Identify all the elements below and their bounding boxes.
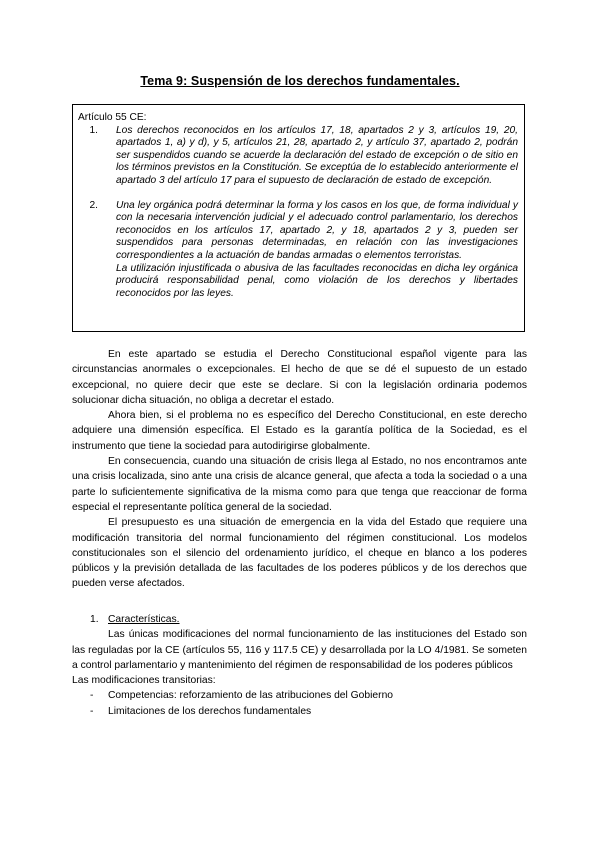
article-item-body [116, 200, 518, 301]
intro-body [72, 347, 527, 592]
bullet-marker: - [90, 690, 94, 702]
page-title: Tema 9: Suspensión de los derechos fundamentales. [140, 74, 460, 88]
section-paragraph: Las únicas modificaciones del normal funcionamiento de las instituciones del Estado son las reguladas por la CE (artículos 55, 116 y 117.5 CE) y desarrollada por la LO 4/1981. Se someten a control parlamentario y mantenimiento del régimen de responsabilidad de los poderes públicos [72, 629, 527, 671]
list-item-text: Competencias: reforzamiento de las atribuciones del Gobierno [108, 690, 394, 702]
section-number: 1. [90, 614, 99, 625]
section-bullet-list [72, 688, 527, 719]
article-item-number: 1. [89, 124, 98, 136]
article-item-text: Una ley orgánica podrá determinar la forma y los casos en los que, de forma individual y con la necesaria intervención judicial y el adecuado control parlamentario, los derechos reconocidos en los artículos 17, apartado 2, y 18, apartados 2 y 3, pueden ser suspendidos para personas determinadas, en relación con las investigaciones correspondientes a la actuación de bandas armadas o elementos terroristas. [116, 199, 518, 261]
article-item [78, 200, 518, 301]
section-label: Características. [108, 614, 180, 625]
list-item-text: Limitaciones de los derechos fundamentales [108, 705, 312, 717]
article-item-text: Los derechos reconocidos en los artículos 17, 18, apartados 2 y 3, artículos 19, 20, apartados 1, a) y d), y 5, artículos 21, 28, apartado 2, y artículo 37, apartado 2, podrán ser suspendidos cuando se acuerde la declaración del estado de excepción o de sitio en los términos previstos en la Constitución. Se exceptúa de lo establecido anteriormente el apartado 3 del artículo 17 para el supuesto de declaración de estado de excepción. [116, 124, 518, 186]
article-item [78, 125, 518, 188]
bullet-marker: - [90, 705, 94, 717]
section-heading [72, 612, 527, 627]
article-item-extra: La utilización injustificada o abusiva de las facultades reconocidas en dicha ley orgánica producirá responsabilidad penal, como violación de los derechos y libertades reconocidos por las leyes. [116, 262, 518, 299]
article-heading: Artículo 55 CE: [78, 112, 147, 123]
section-characteristics [72, 612, 527, 719]
list-item [72, 688, 527, 703]
article-list [78, 125, 518, 301]
list-item [72, 704, 527, 719]
article-55-box [72, 104, 525, 332]
article-item-number: 2. [89, 199, 98, 211]
section-intro: Las modificaciones transitorias: [72, 675, 216, 687]
body-paragraph: Ahora bien, si el problema no es específico del Derecho Constitucional, en este derecho adquiere una dimensión específica. El Estado es la garantía política de la Sociedad, es el instrumento que tiene la sociedad para autodirigirse globalmente. [72, 410, 527, 452]
body-paragraph: En este apartado se estudia el Derecho Constitucional español vigente para las circunstancias anormales o excepcionales. El hecho de que se dé el supuesto de un estado excepcional, no quiere decir que este se declare. Si con la legislación ordinaria podemos solucionar dicha situación, no obliga a decretar el estado. [72, 349, 527, 406]
body-paragraph: El presupuesto es una situación de emergencia en la vida del Estado que requiere una modificación transitoria del normal funcionamiento del régimen constitucional. Los modelos constitucionales son el silencio del ordenamiento jurídico, el cheque en blanco a los poderes públicos y la previsión detallada de las facultades de los poderes públicos y de los derechos que pueden verse afectados. [72, 517, 527, 590]
body-paragraph: En consecuencia, cuando una situación de crisis llega al Estado, no nos encontramos ante una crisis localizada, sino ante una crisis de alcance general, que afecta a toda la sociedad o a una parte lo suficientemente significativa de la misma como para que tenga que reaccionar de forma especial el representante política general de la sociedad. [72, 456, 527, 513]
